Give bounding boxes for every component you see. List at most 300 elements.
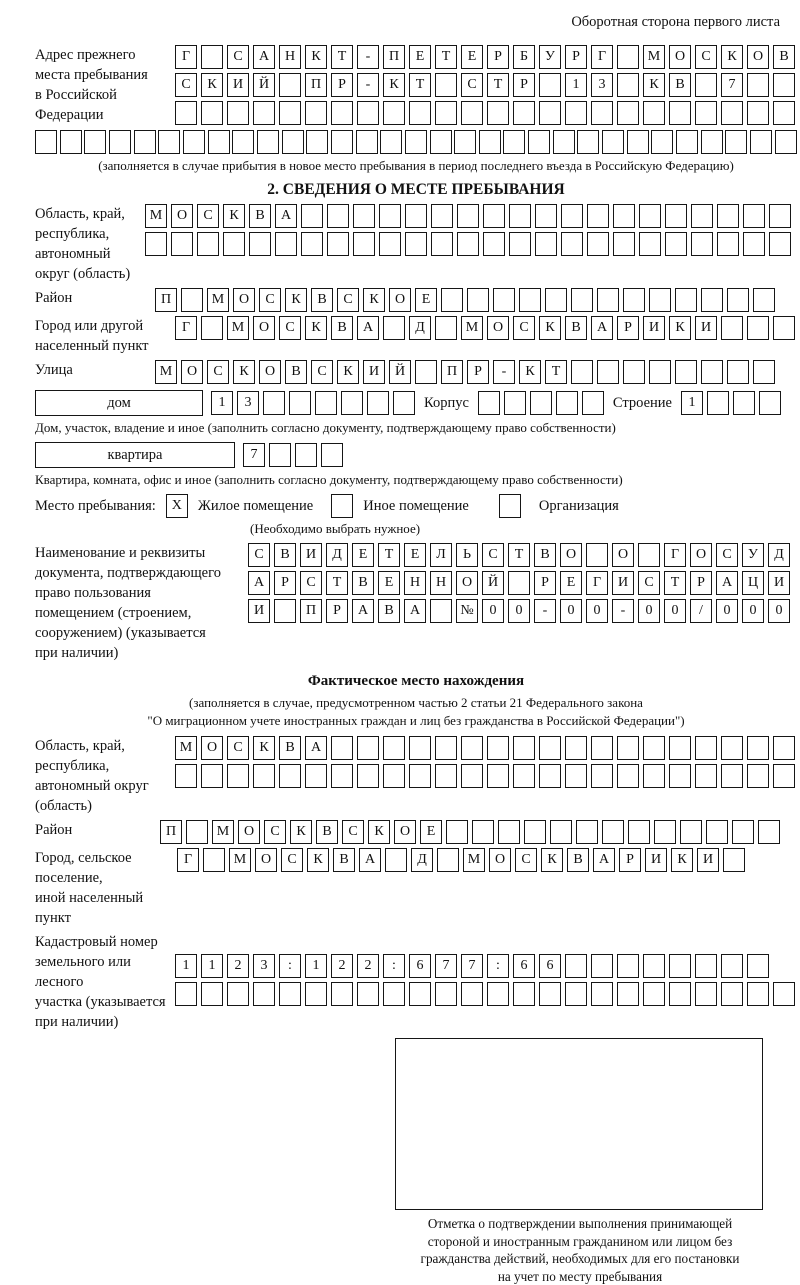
char-box[interactable] xyxy=(415,360,437,384)
char-box[interactable] xyxy=(643,764,665,788)
char-box[interactable]: Р xyxy=(274,571,296,595)
char-box[interactable] xyxy=(602,820,624,844)
char-box[interactable]: 1 xyxy=(565,73,587,97)
char-box[interactable]: Д xyxy=(411,848,433,872)
char-box[interactable]: Р xyxy=(619,848,641,872)
char-box[interactable] xyxy=(208,130,230,154)
char-box[interactable]: И xyxy=(300,543,322,567)
char-box[interactable] xyxy=(446,820,468,844)
char-box[interactable]: С xyxy=(227,736,249,760)
char-box[interactable]: / xyxy=(690,599,712,623)
char-box[interactable]: 0 xyxy=(664,599,686,623)
char-box[interactable]: О xyxy=(253,316,275,340)
char-box[interactable] xyxy=(454,130,476,154)
char-box[interactable] xyxy=(405,232,427,256)
char-box[interactable] xyxy=(591,736,613,760)
char-box[interactable] xyxy=(649,360,671,384)
char-box[interactable]: Е xyxy=(420,820,442,844)
char-box[interactable] xyxy=(430,130,452,154)
char-box[interactable] xyxy=(550,820,572,844)
char-box[interactable] xyxy=(201,316,223,340)
char-box[interactable]: 3 xyxy=(237,391,259,415)
char-box[interactable] xyxy=(441,288,463,312)
char-box[interactable]: 7 xyxy=(461,954,483,978)
char-box[interactable] xyxy=(539,101,561,125)
char-box[interactable] xyxy=(478,391,500,415)
char-box[interactable] xyxy=(669,101,691,125)
char-box[interactable] xyxy=(435,101,457,125)
char-box[interactable]: О xyxy=(255,848,277,872)
char-box[interactable]: А xyxy=(357,316,379,340)
char-box[interactable] xyxy=(435,982,457,1006)
char-box[interactable]: В xyxy=(352,571,374,595)
char-box[interactable] xyxy=(649,288,671,312)
char-box[interactable]: 3 xyxy=(591,73,613,97)
char-box[interactable]: № xyxy=(456,599,478,623)
char-box[interactable] xyxy=(591,101,613,125)
char-box[interactable] xyxy=(508,571,530,595)
char-box[interactable] xyxy=(341,391,363,415)
char-box[interactable]: И xyxy=(645,848,667,872)
char-box[interactable]: Й xyxy=(253,73,275,97)
char-box[interactable] xyxy=(591,982,613,1006)
char-box[interactable]: К xyxy=(669,316,691,340)
char-box[interactable] xyxy=(357,764,379,788)
char-box[interactable] xyxy=(249,232,271,256)
char-box[interactable] xyxy=(282,130,304,154)
char-box[interactable]: П xyxy=(160,820,182,844)
char-box[interactable]: В xyxy=(331,316,353,340)
char-box[interactable]: О xyxy=(171,204,193,228)
char-box[interactable] xyxy=(769,232,791,256)
char-box[interactable] xyxy=(181,288,203,312)
char-box[interactable]: В xyxy=(285,360,307,384)
char-box[interactable]: О xyxy=(489,848,511,872)
char-box[interactable] xyxy=(773,101,795,125)
char-box[interactable] xyxy=(279,764,301,788)
char-box[interactable] xyxy=(60,130,82,154)
char-box[interactable]: П xyxy=(305,73,327,97)
char-box[interactable]: 1 xyxy=(681,391,703,415)
char-box[interactable]: Р xyxy=(331,73,353,97)
char-box[interactable] xyxy=(732,820,754,844)
char-box[interactable] xyxy=(513,764,535,788)
char-box[interactable]: С xyxy=(227,45,249,69)
char-box[interactable]: С xyxy=(515,848,537,872)
char-box[interactable]: К xyxy=(643,73,665,97)
char-box[interactable] xyxy=(223,232,245,256)
char-box[interactable] xyxy=(367,391,389,415)
residential-checkbox[interactable]: X xyxy=(166,494,188,518)
char-box[interactable]: В xyxy=(279,736,301,760)
char-box[interactable]: Т xyxy=(435,45,457,69)
char-box[interactable] xyxy=(591,954,613,978)
char-box[interactable] xyxy=(628,820,650,844)
char-box[interactable] xyxy=(571,288,593,312)
char-box[interactable]: К xyxy=(223,204,245,228)
char-box[interactable]: И xyxy=(363,360,385,384)
char-box[interactable] xyxy=(461,736,483,760)
char-box[interactable] xyxy=(353,232,375,256)
char-box[interactable] xyxy=(675,360,697,384)
char-box[interactable]: 1 xyxy=(175,954,197,978)
char-box[interactable]: Е xyxy=(404,543,426,567)
char-box[interactable]: С xyxy=(197,204,219,228)
char-box[interactable] xyxy=(743,232,765,256)
char-box[interactable] xyxy=(331,736,353,760)
char-box[interactable] xyxy=(201,101,223,125)
char-box[interactable]: 0 xyxy=(560,599,582,623)
char-box[interactable]: Е xyxy=(409,45,431,69)
char-box[interactable] xyxy=(695,764,717,788)
char-box[interactable] xyxy=(665,232,687,256)
char-box[interactable] xyxy=(201,45,223,69)
char-box[interactable]: М xyxy=(155,360,177,384)
char-box[interactable] xyxy=(565,101,587,125)
char-box[interactable]: М xyxy=(207,288,229,312)
char-box[interactable] xyxy=(561,204,583,228)
char-box[interactable]: В xyxy=(534,543,556,567)
char-box[interactable]: О xyxy=(394,820,416,844)
char-box[interactable] xyxy=(597,288,619,312)
char-box[interactable]: О xyxy=(612,543,634,567)
char-box[interactable] xyxy=(639,232,661,256)
char-box[interactable]: С xyxy=(300,571,322,595)
char-box[interactable] xyxy=(747,764,769,788)
char-box[interactable]: И xyxy=(697,848,719,872)
char-box[interactable] xyxy=(539,764,561,788)
char-box[interactable] xyxy=(504,391,526,415)
char-box[interactable]: С xyxy=(248,543,270,567)
char-box[interactable] xyxy=(513,982,535,1006)
char-box[interactable] xyxy=(175,101,197,125)
char-box[interactable] xyxy=(253,101,275,125)
char-box[interactable]: В xyxy=(333,848,355,872)
char-box[interactable] xyxy=(487,101,509,125)
char-box[interactable]: И xyxy=(248,599,270,623)
char-box[interactable] xyxy=(639,204,661,228)
char-box[interactable]: 0 xyxy=(586,599,608,623)
char-box[interactable] xyxy=(727,288,749,312)
char-box[interactable]: С xyxy=(259,288,281,312)
char-box[interactable] xyxy=(227,101,249,125)
char-box[interactable]: Е xyxy=(378,571,400,595)
char-box[interactable]: О xyxy=(747,45,769,69)
char-box[interactable]: - xyxy=(493,360,515,384)
char-box[interactable] xyxy=(197,232,219,256)
char-box[interactable] xyxy=(561,232,583,256)
char-box[interactable]: И xyxy=(612,571,634,595)
char-box[interactable]: К xyxy=(233,360,255,384)
char-box[interactable] xyxy=(35,130,57,154)
char-box[interactable] xyxy=(461,764,483,788)
char-box[interactable] xyxy=(701,288,723,312)
char-box[interactable]: К xyxy=(253,736,275,760)
char-box[interactable] xyxy=(597,360,619,384)
char-box[interactable]: - xyxy=(534,599,556,623)
char-box[interactable]: Н xyxy=(404,571,426,595)
char-box[interactable] xyxy=(353,204,375,228)
char-box[interactable] xyxy=(553,130,575,154)
char-box[interactable] xyxy=(430,599,452,623)
char-box[interactable]: В xyxy=(773,45,795,69)
char-box[interactable] xyxy=(393,391,415,415)
char-box[interactable] xyxy=(617,982,639,1006)
char-box[interactable]: А xyxy=(716,571,738,595)
char-box[interactable] xyxy=(591,764,613,788)
char-box[interactable]: К xyxy=(201,73,223,97)
char-box[interactable] xyxy=(530,391,552,415)
char-box[interactable]: У xyxy=(742,543,764,567)
char-box[interactable]: О xyxy=(201,736,223,760)
char-box[interactable] xyxy=(171,232,193,256)
char-box[interactable]: В xyxy=(378,599,400,623)
char-box[interactable]: П xyxy=(300,599,322,623)
char-box[interactable] xyxy=(727,360,749,384)
char-box[interactable]: Р xyxy=(467,360,489,384)
char-box[interactable] xyxy=(691,232,713,256)
char-box[interactable] xyxy=(385,848,407,872)
char-box[interactable] xyxy=(383,316,405,340)
char-box[interactable]: Н xyxy=(279,45,301,69)
char-box[interactable] xyxy=(431,204,453,228)
char-box[interactable] xyxy=(409,982,431,1006)
char-box[interactable] xyxy=(539,982,561,1006)
char-box[interactable] xyxy=(747,736,769,760)
char-box[interactable]: Н xyxy=(430,571,452,595)
char-box[interactable]: М xyxy=(227,316,249,340)
char-box[interactable] xyxy=(565,954,587,978)
char-box[interactable] xyxy=(301,204,323,228)
char-box[interactable] xyxy=(331,764,353,788)
char-box[interactable] xyxy=(775,130,797,154)
char-box[interactable] xyxy=(487,764,509,788)
char-box[interactable] xyxy=(773,73,795,97)
char-box[interactable] xyxy=(437,848,459,872)
char-box[interactable] xyxy=(586,543,608,567)
char-box[interactable] xyxy=(535,204,557,228)
char-box[interactable] xyxy=(186,820,208,844)
char-box[interactable] xyxy=(758,820,780,844)
char-box[interactable]: А xyxy=(359,848,381,872)
char-box[interactable] xyxy=(587,204,609,228)
char-box[interactable]: К xyxy=(541,848,563,872)
char-box[interactable]: 6 xyxy=(539,954,561,978)
char-box[interactable]: К xyxy=(290,820,312,844)
char-box[interactable] xyxy=(201,982,223,1006)
char-box[interactable]: Г xyxy=(175,45,197,69)
char-box[interactable]: Г xyxy=(664,543,686,567)
char-box[interactable] xyxy=(773,764,795,788)
char-box[interactable] xyxy=(750,130,772,154)
char-box[interactable] xyxy=(721,982,743,1006)
char-box[interactable] xyxy=(669,954,691,978)
char-box[interactable]: 0 xyxy=(638,599,660,623)
char-box[interactable] xyxy=(556,391,578,415)
char-box[interactable] xyxy=(613,232,635,256)
char-box[interactable]: В xyxy=(316,820,338,844)
char-box[interactable]: К xyxy=(307,848,329,872)
char-box[interactable]: К xyxy=(363,288,385,312)
char-box[interactable] xyxy=(498,820,520,844)
char-box[interactable]: К xyxy=(721,45,743,69)
char-box[interactable]: А xyxy=(253,45,275,69)
char-box[interactable] xyxy=(305,101,327,125)
char-box[interactable]: 2 xyxy=(227,954,249,978)
char-box[interactable] xyxy=(669,764,691,788)
char-box[interactable] xyxy=(623,288,645,312)
char-box[interactable] xyxy=(602,130,624,154)
char-box[interactable] xyxy=(301,232,323,256)
char-box[interactable]: 7 xyxy=(243,443,265,467)
char-box[interactable] xyxy=(331,130,353,154)
char-box[interactable]: К xyxy=(305,45,327,69)
char-box[interactable] xyxy=(227,982,249,1006)
other-premises-checkbox[interactable] xyxy=(331,494,353,518)
char-box[interactable]: 2 xyxy=(331,954,353,978)
char-box[interactable]: - xyxy=(612,599,634,623)
char-box[interactable]: А xyxy=(593,848,615,872)
char-box[interactable] xyxy=(725,130,747,154)
char-box[interactable] xyxy=(483,204,505,228)
char-box[interactable] xyxy=(321,443,343,467)
char-box[interactable]: Д xyxy=(768,543,790,567)
char-box[interactable]: 7 xyxy=(721,73,743,97)
char-box[interactable]: Т xyxy=(508,543,530,567)
char-box[interactable] xyxy=(643,736,665,760)
char-box[interactable] xyxy=(721,954,743,978)
char-box[interactable] xyxy=(773,736,795,760)
char-box[interactable] xyxy=(479,130,501,154)
char-box[interactable]: 1 xyxy=(201,954,223,978)
char-box[interactable] xyxy=(201,764,223,788)
char-box[interactable] xyxy=(327,232,349,256)
char-box[interactable] xyxy=(435,316,457,340)
char-box[interactable]: О xyxy=(389,288,411,312)
char-box[interactable] xyxy=(654,820,676,844)
char-box[interactable]: В xyxy=(567,848,589,872)
char-box[interactable] xyxy=(643,982,665,1006)
char-box[interactable] xyxy=(613,204,635,228)
char-box[interactable] xyxy=(509,232,531,256)
char-box[interactable] xyxy=(513,736,535,760)
char-box[interactable]: Г xyxy=(175,316,197,340)
char-box[interactable]: К xyxy=(305,316,327,340)
char-box[interactable]: Т xyxy=(326,571,348,595)
char-box[interactable] xyxy=(638,543,660,567)
char-box[interactable] xyxy=(357,736,379,760)
char-box[interactable]: 0 xyxy=(482,599,504,623)
char-box[interactable] xyxy=(467,288,489,312)
char-box[interactable]: А xyxy=(248,571,270,595)
char-box[interactable]: К xyxy=(383,73,405,97)
char-box[interactable] xyxy=(487,736,509,760)
char-box[interactable]: С xyxy=(311,360,333,384)
char-box[interactable]: О xyxy=(669,45,691,69)
char-box[interactable] xyxy=(571,360,593,384)
char-box[interactable]: Д xyxy=(326,543,348,567)
char-box[interactable] xyxy=(269,443,291,467)
char-box[interactable] xyxy=(431,232,453,256)
char-box[interactable] xyxy=(275,232,297,256)
char-box[interactable] xyxy=(617,73,639,97)
char-box[interactable]: А xyxy=(275,204,297,228)
char-box[interactable]: С xyxy=(482,543,504,567)
char-box[interactable]: М xyxy=(145,204,167,228)
char-box[interactable]: С xyxy=(264,820,286,844)
char-box[interactable] xyxy=(232,130,254,154)
char-box[interactable] xyxy=(383,982,405,1006)
char-box[interactable] xyxy=(680,820,702,844)
char-box[interactable]: А xyxy=(352,599,374,623)
char-box[interactable] xyxy=(503,130,525,154)
char-box[interactable]: П xyxy=(441,360,463,384)
char-box[interactable]: О xyxy=(560,543,582,567)
char-box[interactable]: С xyxy=(281,848,303,872)
char-box[interactable]: О xyxy=(259,360,281,384)
char-box[interactable] xyxy=(623,360,645,384)
char-box[interactable]: И xyxy=(643,316,665,340)
char-box[interactable] xyxy=(519,288,541,312)
char-box[interactable] xyxy=(524,820,546,844)
char-box[interactable] xyxy=(627,130,649,154)
char-box[interactable] xyxy=(279,73,301,97)
char-box[interactable]: М xyxy=(643,45,665,69)
char-box[interactable]: О xyxy=(238,820,260,844)
char-box[interactable]: Ь xyxy=(456,543,478,567)
char-box[interactable] xyxy=(676,130,698,154)
char-box[interactable]: С xyxy=(695,45,717,69)
char-box[interactable]: Г xyxy=(177,848,199,872)
char-box[interactable]: 1 xyxy=(211,391,233,415)
char-box[interactable] xyxy=(315,391,337,415)
char-box[interactable]: Е xyxy=(415,288,437,312)
char-box[interactable] xyxy=(461,101,483,125)
char-box[interactable] xyxy=(753,360,775,384)
char-box[interactable] xyxy=(409,764,431,788)
char-box[interactable] xyxy=(357,982,379,1006)
char-box[interactable]: В xyxy=(274,543,296,567)
char-box[interactable]: - xyxy=(357,45,379,69)
char-box[interactable]: С xyxy=(342,820,364,844)
char-box[interactable]: - xyxy=(357,73,379,97)
char-box[interactable] xyxy=(405,204,427,228)
char-box[interactable] xyxy=(665,204,687,228)
char-box[interactable] xyxy=(175,982,197,1006)
char-box[interactable]: Т xyxy=(378,543,400,567)
char-box[interactable]: : xyxy=(383,954,405,978)
char-box[interactable] xyxy=(227,764,249,788)
char-box[interactable] xyxy=(134,130,156,154)
char-box[interactable] xyxy=(435,73,457,97)
char-box[interactable] xyxy=(253,764,275,788)
char-box[interactable] xyxy=(305,764,327,788)
char-box[interactable] xyxy=(576,820,598,844)
char-box[interactable]: В xyxy=(565,316,587,340)
char-box[interactable] xyxy=(279,101,301,125)
char-box[interactable] xyxy=(545,288,567,312)
char-box[interactable] xyxy=(617,954,639,978)
char-box[interactable]: Д xyxy=(409,316,431,340)
char-box[interactable]: П xyxy=(155,288,177,312)
char-box[interactable]: Б xyxy=(513,45,535,69)
flat-type-box[interactable]: квартира xyxy=(35,442,235,468)
char-box[interactable] xyxy=(357,101,379,125)
char-box[interactable]: Г xyxy=(586,571,608,595)
char-box[interactable]: С xyxy=(279,316,301,340)
char-box[interactable]: С xyxy=(461,73,483,97)
char-box[interactable] xyxy=(379,204,401,228)
